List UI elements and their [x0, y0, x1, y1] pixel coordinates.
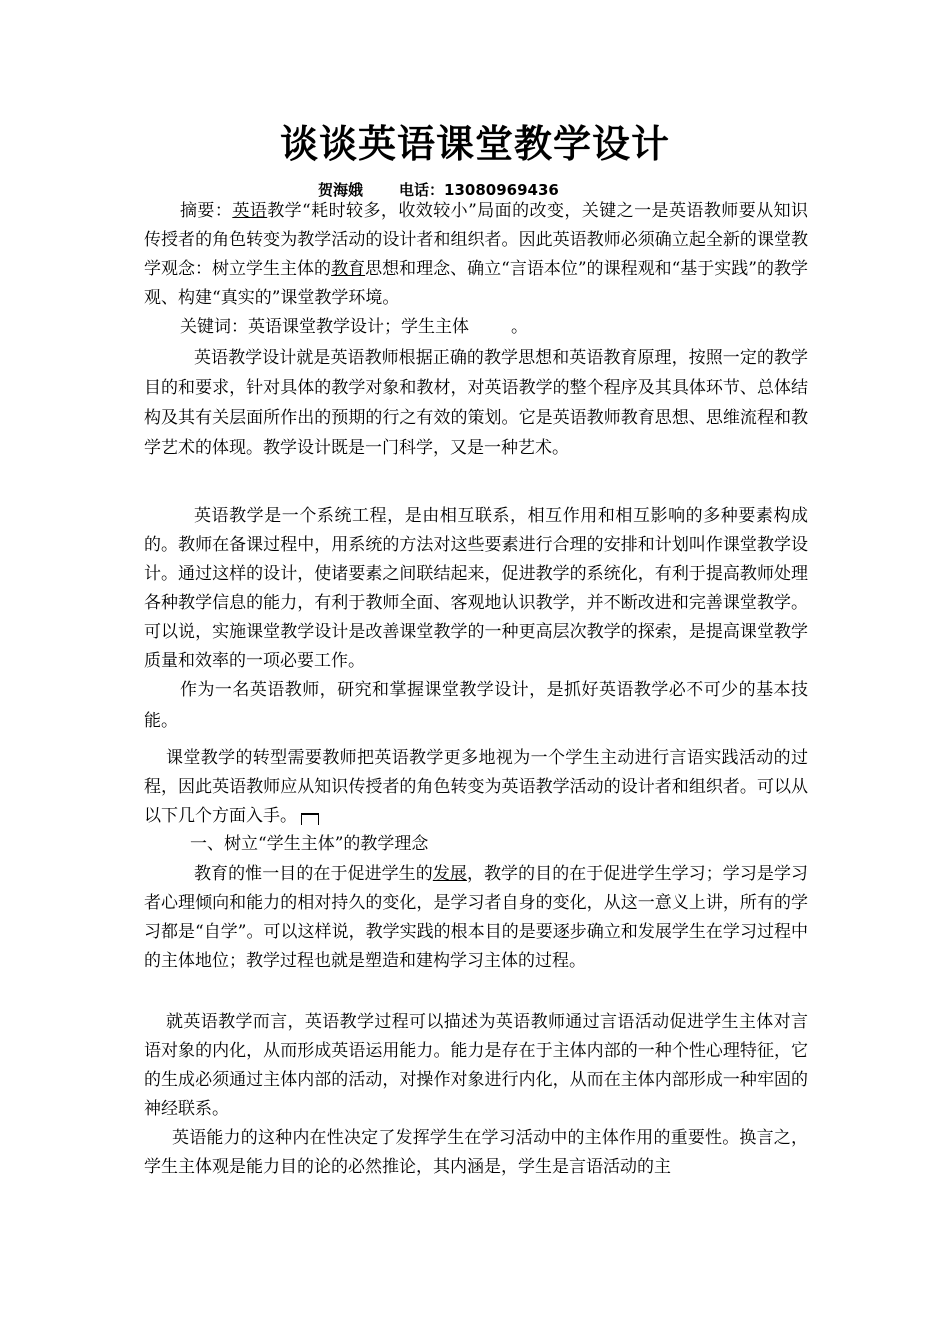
link-development[interactable]: 发展	[432, 864, 467, 884]
keywords-text: 英语课堂教学设计；学生主体	[248, 317, 469, 337]
document-title: 谈谈英语课堂教学设计	[279, 122, 670, 166]
paragraph-4: 课堂教学的转型需要教师把英语教学更多地视为一个学生主动进行言语实践活动的过程，因此英语教师应从知识传授者的角色转变为英语教学活动的设计者和组织者。可以从以下几个方面入手。	[144, 748, 808, 826]
paragraph-6: 就英语教学而言，英语教学过程可以描述为英语教师通过言语活动促进学生主体对言语对象的内化，从而形成英语运用能力。能力是存在于主体内部的一种个性心理特征，它的生成必须通过主体内部的活动，对操作对象进行内化，从而在主体内部形成一种牢固的神经联系。	[144, 1012, 808, 1119]
link-education[interactable]: 教育	[331, 259, 366, 279]
paragraph-mark-icon	[301, 813, 319, 825]
abstract-label: 摘要：	[180, 201, 233, 221]
paragraph-7: 英语能力的这种内在性决定了发挥学生在学习活动中的主体作用的重要性。换言之，学生主体观是能力目的论的必然推论，其内涵是，学生是言语活动的主	[144, 1128, 808, 1177]
abstract-paragraph: 摘要：英语教学“耗时较多，收效较小”局面的改变，关键之一是英语教师要从知识传授者的角色转变为教学活动的设计者和组织者。因此英语教师必须确立起全新的课堂教学观念：树立学生主体的教育思想和理念、确立“言语本位”的课程观和“基于实践”的教学观、构建“真实的”课堂教学环境。	[144, 201, 809, 308]
keywords-label: 关键词：	[180, 317, 248, 337]
section-heading-1: 一、树立“学生主体”的教学理念	[190, 834, 429, 854]
author-name: 贺海娥	[318, 181, 364, 199]
paragraph-3: 作为一名英语教师，研究和掌握课堂教学设计，是抓好英语教学必不可少的基本技能。	[144, 680, 808, 731]
phone-number: 13080969436	[444, 181, 559, 199]
paragraph-1: 英语教学设计就是英语教师根据正确的教学思想和英语教育原理，按照一定的教学目的和要求，针对具体的教学对象和教材，对英语教学的整个程序及其具体环节、总体结构及其有关层面所作出的预期的行之有效的策划。它是英语教师教育思想、思维流程和教学艺术的体现。教学设计既是一门科学，又是一种艺术。	[144, 348, 808, 458]
paragraph-5: 教育的惟一目的在于促进学生的发展，教学的目的在于促进学生学习；学习是学习者心理倾向和能力的相对持久的变化，是学习者自身的变化，从这一意义上讲，所有的学习都是“自学”。可以这样说，教学实践的根本目的是要逐步确立和发展学生在学习过程中的主体地位；教学过程也就是塑造和建构学习主体的过程。	[144, 864, 809, 971]
link-english[interactable]: 英语	[232, 201, 268, 221]
paragraph-2: 英语教学是一个系统工程，是由相互联系，相互作用和相互影响的多种要素构成的。教师在备课过程中，用系统的方法对这些要素进行合理的安排和计划叫作课堂教学设计。通过这样的设计，使诸要素之间联结起来，促进教学的系统化，有利于提高教师处理各种教学信息的能力，有利于教师全面、客观地认识教学，并不断改进和完善课堂教学。可以说，实施课堂教学设计是改善课堂教学的一种更高层次教学的探索，是提高课堂教学质量和效率的一项必要工作。	[144, 506, 808, 671]
phone-label: 电话：	[399, 181, 445, 199]
keywords-line: 关键词：英语课堂教学设计；学生主体 。	[180, 317, 528, 337]
